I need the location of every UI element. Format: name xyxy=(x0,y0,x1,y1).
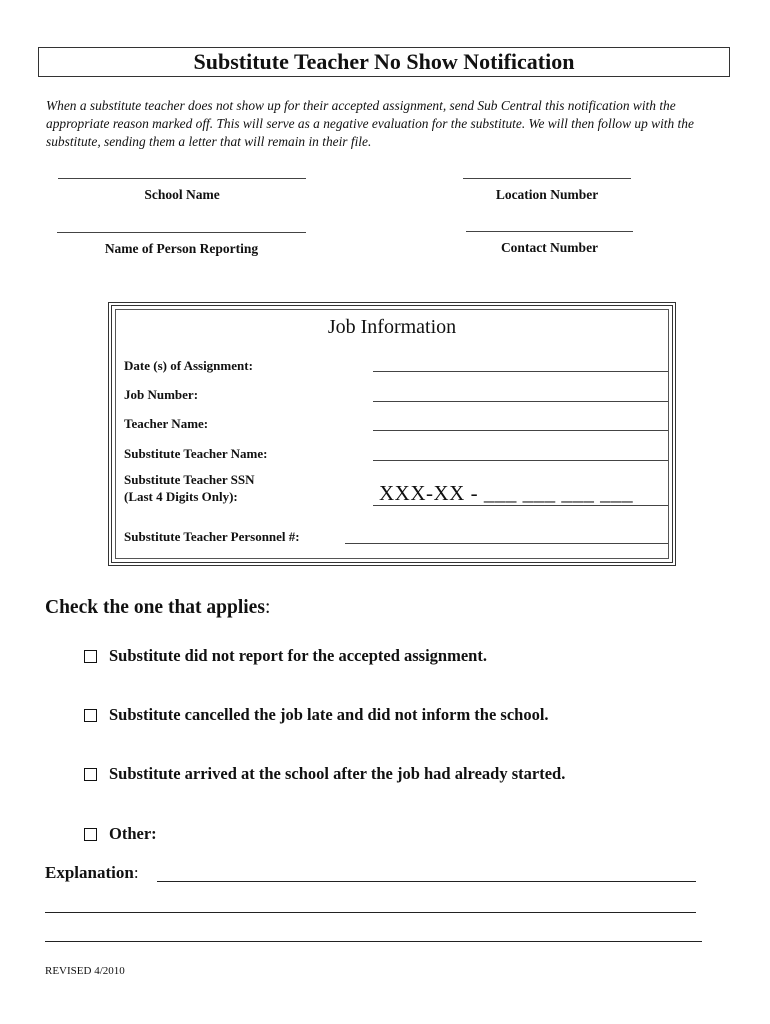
job-information-box xyxy=(108,302,676,566)
date-of-assignment-line[interactable] xyxy=(373,371,668,372)
personnel-number-label: Substitute Teacher Personnel #: xyxy=(124,529,300,544)
substitute-name-line[interactable] xyxy=(373,460,668,461)
contact-number-label: Contact Number xyxy=(500,240,599,255)
person-reporting-field[interactable] xyxy=(57,232,306,257)
substitute-name-label: Substitute Teacher Name: xyxy=(124,446,268,461)
school-name-label: School Name xyxy=(144,187,220,202)
location-number-field[interactable] xyxy=(463,178,631,203)
ssn-label-line-1: Substitute Teacher SSN xyxy=(124,472,255,487)
job-number-line[interactable] xyxy=(373,401,668,402)
option-did-not-report[interactable] xyxy=(84,646,487,666)
personnel-number-line[interactable] xyxy=(345,543,668,544)
explanation-line-3[interactable] xyxy=(45,941,702,942)
person-reporting-label: Name of Person Reporting xyxy=(104,241,259,256)
checkbox-icon[interactable] xyxy=(84,709,97,722)
check-heading xyxy=(45,597,270,619)
teacher-name-line[interactable] xyxy=(373,430,668,431)
checkbox-icon[interactable] xyxy=(84,828,97,841)
ssn-label-line-2: (Last 4 Digits Only): xyxy=(124,489,238,504)
explanation-line-2[interactable] xyxy=(45,912,696,913)
explanation-label-text: Explanation xyxy=(45,863,134,882)
contact-number-line[interactable] xyxy=(466,231,633,232)
revision-note: REVISED 4/2010 xyxy=(45,965,125,977)
location-number-line[interactable] xyxy=(463,178,631,179)
location-number-label: Location Number xyxy=(495,187,599,202)
ssn-value[interactable]: XXX-XX - ___ ___ ___ ___ xyxy=(379,481,634,505)
explanation-label xyxy=(45,863,139,883)
job-information-title: Job Information xyxy=(327,316,457,338)
person-reporting-line[interactable] xyxy=(57,232,306,233)
job-information-inner xyxy=(115,309,669,559)
option-arrived-late[interactable] xyxy=(84,764,565,784)
ssn-line[interactable] xyxy=(373,505,668,506)
option-label: Other: xyxy=(109,824,157,843)
job-number-label: Job Number: xyxy=(124,387,199,402)
checkbox-icon[interactable] xyxy=(84,768,97,781)
option-label: Substitute cancelled the job late and did not inform the school. xyxy=(109,705,549,724)
intro-paragraph: When a substitute teacher does not show up for their accepted assignment, send Sub Central this notification with the appropriate reason marked off. This will serve as a negative evaluation for the substitute. We will then follow up with the substitute, sending them a letter that will remain in their file. xyxy=(46,98,694,149)
option-cancelled-late[interactable] xyxy=(84,705,549,725)
school-name-field[interactable] xyxy=(58,178,306,203)
form-title: Substitute Teacher No Show Notification xyxy=(38,47,730,77)
contact-number-field[interactable] xyxy=(466,231,633,256)
date-of-assignment-label: Date (s) of Assignment: xyxy=(124,358,253,373)
teacher-name-label: Teacher Name: xyxy=(124,416,209,431)
explanation-colon: : xyxy=(133,863,139,882)
explanation-line-1[interactable] xyxy=(157,881,696,882)
option-other[interactable] xyxy=(84,824,157,844)
school-name-line[interactable] xyxy=(58,178,306,179)
check-heading-colon: : xyxy=(264,597,271,618)
check-heading-text: Check the one that applies xyxy=(45,597,265,618)
option-label: Substitute arrived at the school after the job had already started. xyxy=(109,764,566,783)
checkbox-icon[interactable] xyxy=(84,650,97,663)
option-label: Substitute did not report for the accepted assignment. xyxy=(109,646,487,665)
